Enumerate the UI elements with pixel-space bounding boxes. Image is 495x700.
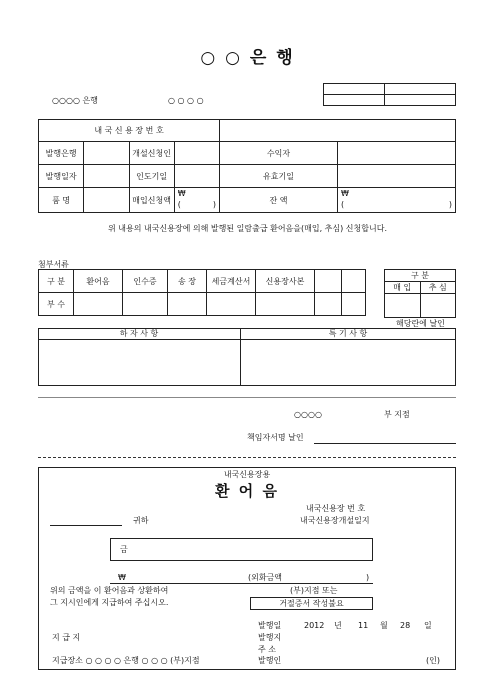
defects-label: 하 자 사 항 xyxy=(119,329,159,338)
remarks-divider xyxy=(38,339,456,340)
expiry-label: 유효기일 xyxy=(220,165,338,188)
collection-option: 추 심 xyxy=(420,282,456,294)
doc-count-field[interactable] xyxy=(256,293,315,316)
address-label: 주 소 xyxy=(258,645,276,654)
delivery-field[interactable] xyxy=(174,165,219,188)
draft-lc-number: 내국신용장 번 호 xyxy=(306,504,366,513)
doc-type: 신용장사본 xyxy=(256,270,315,293)
paren-close: ) xyxy=(448,200,452,209)
doc-type: 세금계산서 xyxy=(207,270,256,293)
bank-branch-line: ○ ○ ○ ○ xyxy=(168,96,204,105)
lc-number-label: 내 국 신 용 장 번 호 xyxy=(39,120,220,142)
beneficiary-field[interactable] xyxy=(338,142,456,165)
fx-amount-label: (외화금액 xyxy=(248,573,283,582)
draft-line-1: 위의 금액을 이 환어음과 상환하여 xyxy=(50,586,169,595)
payee-label: 지 급 지 xyxy=(52,633,81,642)
won-sign: ₩ xyxy=(118,573,126,582)
page-title: ○ ○ 은 행 xyxy=(200,48,295,68)
purchase-type-table xyxy=(384,269,456,318)
issue-month: 11 xyxy=(358,621,369,630)
purchase-type-header: 구 분 xyxy=(385,270,456,282)
draft-title: 환 어 음 xyxy=(215,482,279,500)
purchase-amount-label: 매입신청액 xyxy=(129,188,174,213)
docs-count-label: 부 수 xyxy=(39,293,74,316)
won-sign: ₩ xyxy=(177,189,186,198)
paren-close: ) xyxy=(212,200,216,209)
amount-box[interactable] xyxy=(110,538,373,561)
special-notes-label: 특 기 사 항 xyxy=(328,329,368,338)
doc-count-field[interactable] xyxy=(342,293,366,316)
doc-extra[interactable] xyxy=(342,270,366,293)
signature-line[interactable] xyxy=(314,443,456,444)
addressee-suffix: 귀하 xyxy=(133,516,149,525)
approval-cell[interactable] xyxy=(385,84,456,95)
expiry-field[interactable] xyxy=(338,165,456,188)
purchase-option: 매 입 xyxy=(385,282,421,294)
doc-type: 환어음 xyxy=(74,270,123,293)
docs-col-label: 구 분 xyxy=(39,270,74,293)
paren-open: ( xyxy=(177,200,181,209)
bank-name-line: ○○○○ 은행 xyxy=(52,96,98,105)
applicant-label: 개설신청인 xyxy=(129,142,174,165)
issue-date-label: 발행일 xyxy=(258,621,282,630)
won-sign: ₩ xyxy=(341,189,349,198)
amount-underline xyxy=(110,583,373,584)
balance-field[interactable] xyxy=(338,188,456,213)
doc-type: 인수증 xyxy=(123,270,168,293)
payment-place: 지급장소 ○ ○ ○ ○ 은행 ○ ○ ○ (부)지점 xyxy=(52,656,200,665)
request-statement: 위 내용의 내국신용장에 의해 발행된 일람출급 환어음을(매입, 추심) 신청합니다. xyxy=(108,224,387,233)
lc-number-field[interactable] xyxy=(220,120,456,142)
issuing-bank-label: 발행은행 xyxy=(39,142,84,165)
paren-open: ( xyxy=(341,200,345,209)
issue-date-label: 발행일자 xyxy=(39,165,84,188)
year-unit: 년 xyxy=(334,621,342,630)
addressee-line[interactable] xyxy=(50,525,122,526)
doc-count-field[interactable] xyxy=(123,293,168,316)
doc-extra[interactable] xyxy=(315,270,342,293)
protest-waived: 거절증서 작성불요 xyxy=(279,599,344,608)
issue-place-label: 발행지 xyxy=(258,633,282,642)
delivery-label: 인도기일 xyxy=(129,165,174,188)
branch-label: 부 지점 xyxy=(384,410,410,419)
purchase-amount-field[interactable] xyxy=(174,188,219,213)
doc-count-field[interactable] xyxy=(315,293,342,316)
issuer-label: 발행인 xyxy=(258,656,282,665)
attached-docs-table xyxy=(38,269,366,316)
issuing-bank-field[interactable] xyxy=(84,142,129,165)
fx-amount-close: ) xyxy=(366,573,370,582)
issue-day: 28 xyxy=(400,621,411,630)
section-separator xyxy=(38,397,456,398)
seal-mark: (인) xyxy=(426,656,440,665)
amount-label: 금 xyxy=(120,545,128,554)
item-label: 품 명 xyxy=(39,188,84,213)
approval-cell[interactable] xyxy=(385,95,456,106)
branch-or: (부)지점 또는 xyxy=(290,586,338,595)
seal-note: 해당란에 날인 xyxy=(396,319,445,328)
cut-line xyxy=(38,457,456,458)
approval-cell[interactable] xyxy=(324,95,385,106)
signature-label: 책임자서명 날인 xyxy=(247,433,304,442)
issue-year: 2012 xyxy=(304,621,325,630)
branch-name: ○○○○ xyxy=(294,410,322,419)
issue-date-field[interactable] xyxy=(84,165,129,188)
doc-type: 송 장 xyxy=(168,270,207,293)
approval-grid xyxy=(323,83,456,106)
draft-lc-date: 내국신용장개설일지 xyxy=(300,516,370,525)
beneficiary-label: 수익자 xyxy=(220,142,338,165)
lc-info-table xyxy=(38,119,456,213)
doc-count-field[interactable] xyxy=(207,293,256,316)
month-unit: 월 xyxy=(380,621,388,630)
purchase-seal-field[interactable] xyxy=(385,294,421,318)
applicant-field[interactable] xyxy=(174,142,219,165)
balance-label: 잔 액 xyxy=(220,188,338,213)
approval-cell[interactable] xyxy=(324,84,385,95)
collection-seal-field[interactable] xyxy=(420,294,456,318)
docs-caption: 첨부서류 xyxy=(38,260,69,269)
draft-line-2: 그 지시인에게 지급하여 주십시오. xyxy=(50,598,169,607)
doc-count-field[interactable] xyxy=(74,293,123,316)
item-field[interactable] xyxy=(84,188,129,213)
draft-subtitle: 내국신용장용 xyxy=(223,470,271,479)
doc-count-field[interactable] xyxy=(168,293,207,316)
day-unit: 일 xyxy=(424,621,432,630)
